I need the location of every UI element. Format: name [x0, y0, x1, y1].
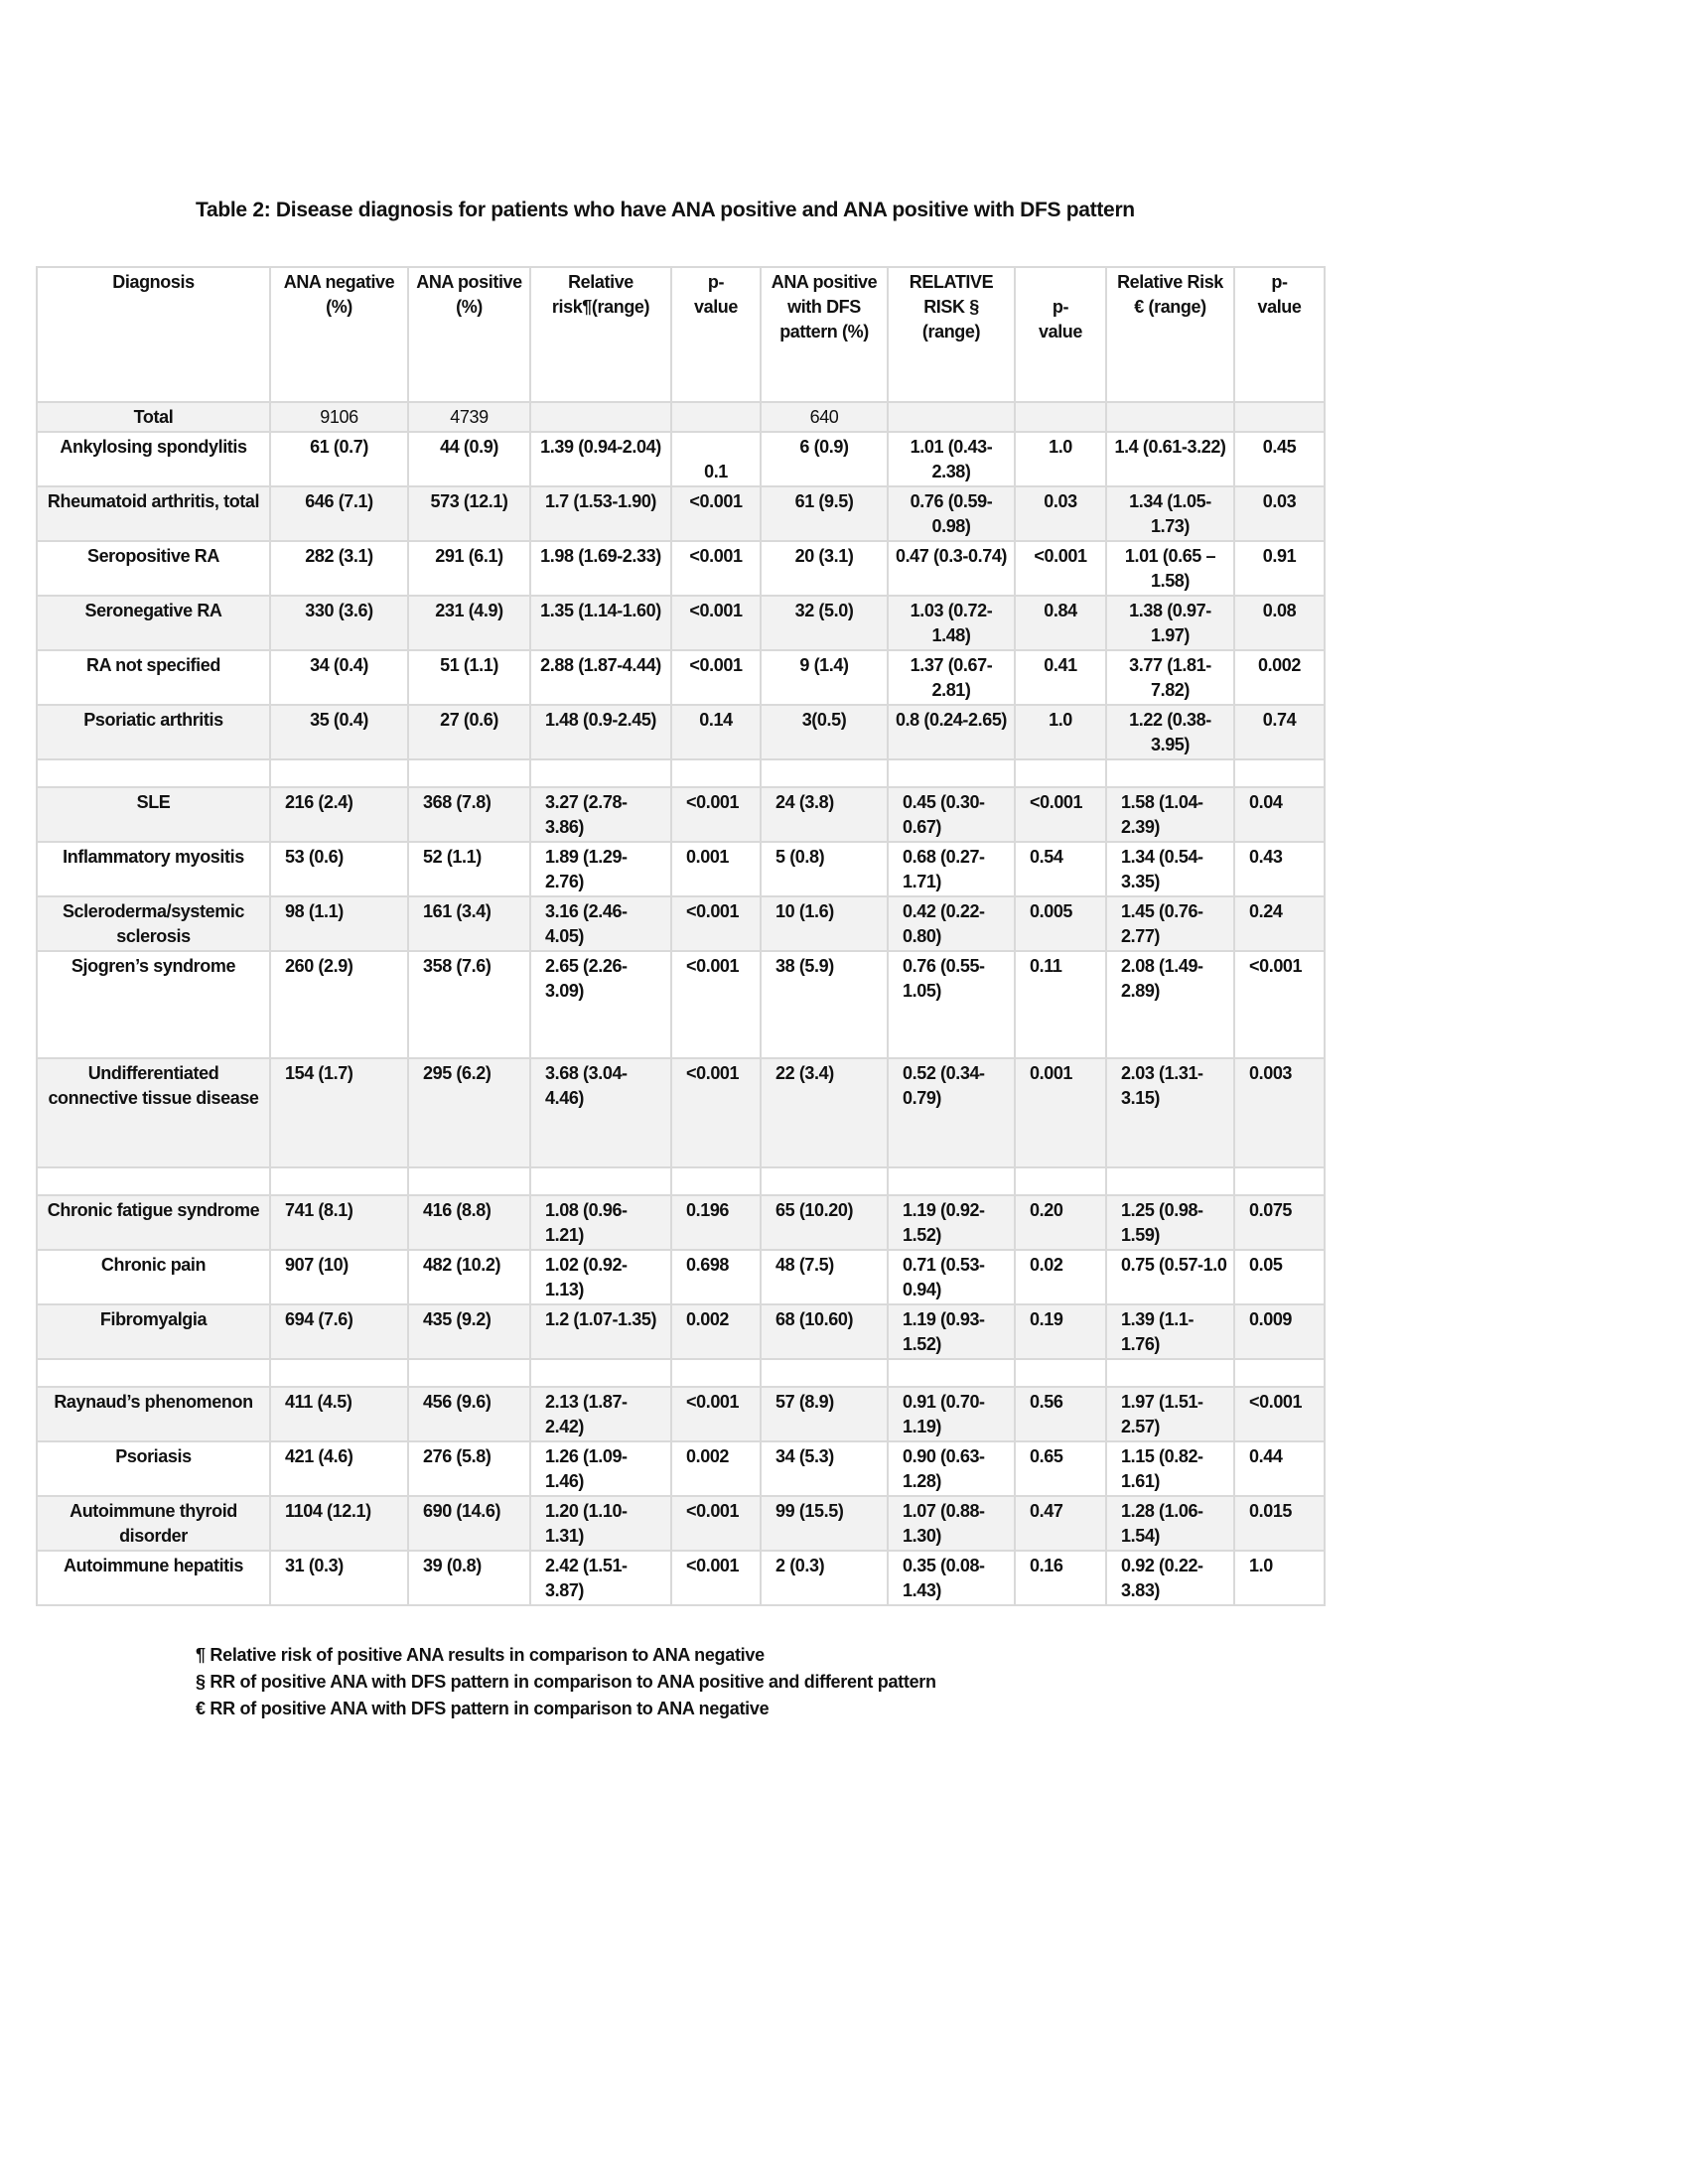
value-cell: 98 (1.1): [270, 896, 408, 951]
value-cell: 291 (6.1): [408, 541, 530, 596]
value-cell: 573 (12.1): [408, 486, 530, 541]
value-cell: 295 (6.2): [408, 1058, 530, 1167]
value-cell: 0.52 (0.34-0.79): [888, 1058, 1015, 1167]
value-cell: 1.4 (0.61-3.22): [1106, 432, 1234, 486]
value-cell: <0.001: [1234, 1387, 1325, 1441]
value-cell: <0.001: [671, 896, 761, 951]
value-cell: 48 (7.5): [761, 1250, 888, 1304]
value-cell: 0.8 (0.24-2.65): [888, 705, 1015, 759]
table-row: [37, 1441, 1325, 1496]
value-cell: 0.20: [1015, 1195, 1106, 1250]
value-cell: 3.68 (3.04-4.46): [530, 1058, 671, 1167]
column-header: ANA positive (%): [408, 267, 530, 402]
value-cell: 0.43: [1234, 842, 1325, 896]
value-cell: 35 (0.4): [270, 705, 408, 759]
diagnosis-cell: Rheumatoid arthritis, total: [37, 486, 270, 541]
value-cell: 260 (2.9): [270, 951, 408, 1058]
table-title: Table 2: Disease diagnosis for patients who have ANA positive and ANA positive with DFS pattern: [196, 199, 1135, 221]
value-cell: 99 (15.5): [761, 1496, 888, 1551]
table-row: [37, 896, 1325, 951]
value-cell: 2.65 (2.26-3.09): [530, 951, 671, 1058]
value-cell: 231 (4.9): [408, 596, 530, 650]
value-cell: 61 (0.7): [270, 432, 408, 486]
value-cell: 1.35 (1.14-1.60): [530, 596, 671, 650]
value-cell: 0.75 (0.57-1.0: [1106, 1250, 1234, 1304]
value-cell: 276 (5.8): [408, 1441, 530, 1496]
table-section: [36, 266, 1324, 1722]
value-cell: 282 (3.1): [270, 541, 408, 596]
value-cell: 1.01 (0.43-2.38): [888, 432, 1015, 486]
diagnosis-cell: Chronic pain: [37, 1250, 270, 1304]
value-cell: [1106, 1167, 1234, 1195]
value-cell: 1.38 (0.97-1.97): [1106, 596, 1234, 650]
value-cell: 0.54: [1015, 842, 1106, 896]
table-row: [37, 1387, 1325, 1441]
value-cell: [671, 1167, 761, 1195]
value-cell: 2.13 (1.87-2.42): [530, 1387, 671, 1441]
diagnosis-cell: Chronic fatigue syndrome: [37, 1195, 270, 1250]
table-row: [37, 541, 1325, 596]
value-cell: 1.7 (1.53-1.90): [530, 486, 671, 541]
table-row: [37, 1058, 1325, 1167]
table-row: [37, 787, 1325, 842]
value-cell: 61 (9.5): [761, 486, 888, 541]
diagnosis-cell: Autoimmune hepatitis: [37, 1551, 270, 1605]
value-cell: 1.58 (1.04-2.39): [1106, 787, 1234, 842]
value-cell: 1.48 (0.9-2.45): [530, 705, 671, 759]
value-cell: [270, 1167, 408, 1195]
column-header: p-value: [1015, 267, 1106, 402]
value-cell: 2 (0.3): [761, 1551, 888, 1605]
table-row: [37, 1250, 1325, 1304]
value-cell: [1106, 402, 1234, 432]
value-cell: [761, 1359, 888, 1387]
value-cell: <0.001: [671, 541, 761, 596]
value-cell: 1.89 (1.29-2.76): [530, 842, 671, 896]
value-cell: 27 (0.6): [408, 705, 530, 759]
table-row: [37, 705, 1325, 759]
value-cell: 24 (3.8): [761, 787, 888, 842]
value-cell: 1.28 (1.06-1.54): [1106, 1496, 1234, 1551]
value-cell: 1104 (12.1): [270, 1496, 408, 1551]
value-cell: [530, 402, 671, 432]
value-cell: [1234, 759, 1325, 787]
footnote-3: € RR of positive ANA with DFS pattern in comparison to ANA negative: [196, 1699, 770, 1718]
diagnosis-cell: Fibromyalgia: [37, 1304, 270, 1359]
value-cell: <0.001: [671, 1496, 761, 1551]
value-cell: [530, 1359, 671, 1387]
column-header: Relative risk¶(range): [530, 267, 671, 402]
value-cell: <0.001: [1234, 951, 1325, 1058]
value-cell: 0.44: [1234, 1441, 1325, 1496]
value-cell: 44 (0.9): [408, 432, 530, 486]
value-cell: 0.76 (0.55-1.05): [888, 951, 1015, 1058]
value-cell: 1.20 (1.10-1.31): [530, 1496, 671, 1551]
value-cell: 0.16: [1015, 1551, 1106, 1605]
value-cell: 1.39 (0.94-2.04): [530, 432, 671, 486]
value-cell: 646 (7.1): [270, 486, 408, 541]
diagnosis-cell: [37, 1167, 270, 1195]
value-cell: 0.001: [671, 842, 761, 896]
value-cell: 435 (9.2): [408, 1304, 530, 1359]
value-cell: 51 (1.1): [408, 650, 530, 705]
value-cell: 0.76 (0.59-0.98): [888, 486, 1015, 541]
value-cell: 1.97 (1.51-2.57): [1106, 1387, 1234, 1441]
value-cell: 34 (0.4): [270, 650, 408, 705]
value-cell: 0.698: [671, 1250, 761, 1304]
value-cell: 3.16 (2.46-4.05): [530, 896, 671, 951]
value-cell: 0.015: [1234, 1496, 1325, 1551]
value-cell: 22 (3.4): [761, 1058, 888, 1167]
value-cell: 0.68 (0.27-1.71): [888, 842, 1015, 896]
value-cell: <0.001: [671, 596, 761, 650]
value-cell: 57 (8.9): [761, 1387, 888, 1441]
value-cell: 3.77 (1.81-7.82): [1106, 650, 1234, 705]
value-cell: [888, 1167, 1015, 1195]
total-row: [37, 402, 1325, 432]
value-cell: 482 (10.2): [408, 1250, 530, 1304]
spacer-row: [37, 1167, 1325, 1195]
value-cell: 421 (4.6): [270, 1441, 408, 1496]
table-row: [37, 951, 1325, 1058]
value-cell: 0.14: [671, 705, 761, 759]
value-cell: [761, 1167, 888, 1195]
value-cell: <0.001: [1015, 541, 1106, 596]
value-cell: 3.27 (2.78-3.86): [530, 787, 671, 842]
value-cell: 0.03: [1015, 486, 1106, 541]
diagnosis-cell: Scleroderma/systemic sclerosis: [37, 896, 270, 951]
column-header: RELATIVE RISK § (range): [888, 267, 1015, 402]
table-row: [37, 432, 1325, 486]
value-cell: 330 (3.6): [270, 596, 408, 650]
value-cell: 0.47: [1015, 1496, 1106, 1551]
value-cell: 9106: [270, 402, 408, 432]
value-cell: [888, 759, 1015, 787]
value-cell: 52 (1.1): [408, 842, 530, 896]
value-cell: [1106, 759, 1234, 787]
value-cell: 68 (10.60): [761, 1304, 888, 1359]
diagnosis-cell: Undifferentiated connective tissue disease: [37, 1058, 270, 1167]
value-cell: 456 (9.6): [408, 1387, 530, 1441]
value-cell: [530, 1167, 671, 1195]
value-cell: 1.19 (0.93-1.52): [888, 1304, 1015, 1359]
column-header: ANA negative (%): [270, 267, 408, 402]
value-cell: 0.47 (0.3-0.74): [888, 541, 1015, 596]
value-cell: 0.74: [1234, 705, 1325, 759]
value-cell: 6 (0.9): [761, 432, 888, 486]
table-row: [37, 486, 1325, 541]
value-cell: 0.009: [1234, 1304, 1325, 1359]
value-cell: 741 (8.1): [270, 1195, 408, 1250]
value-cell: 0.92 (0.22-3.83): [1106, 1551, 1234, 1605]
table-row: [37, 1551, 1325, 1605]
value-cell: <0.001: [1015, 787, 1106, 842]
value-cell: 0.05: [1234, 1250, 1325, 1304]
value-cell: 358 (7.6): [408, 951, 530, 1058]
value-cell: [1015, 1167, 1106, 1195]
value-cell: 0.19: [1015, 1304, 1106, 1359]
value-cell: 216 (2.4): [270, 787, 408, 842]
diagnosis-cell: Inflammatory myositis: [37, 842, 270, 896]
value-cell: 0.002: [671, 1441, 761, 1496]
value-cell: 1.34 (0.54-3.35): [1106, 842, 1234, 896]
value-cell: 0.001: [1015, 1058, 1106, 1167]
footnotes: [196, 1642, 1324, 1722]
diagnosis-cell: Raynaud’s phenomenon: [37, 1387, 270, 1441]
value-cell: 0.45: [1234, 432, 1325, 486]
value-cell: 0.03: [1234, 486, 1325, 541]
column-header: ANA positive with DFS pattern (%): [761, 267, 888, 402]
diagnosis-cell: SLE: [37, 787, 270, 842]
value-cell: 411 (4.5): [270, 1387, 408, 1441]
value-cell: 3(0.5): [761, 705, 888, 759]
value-cell: 1.39 (1.1-1.76): [1106, 1304, 1234, 1359]
value-cell: 2.42 (1.51-3.87): [530, 1551, 671, 1605]
value-cell: [408, 759, 530, 787]
value-cell: [530, 759, 671, 787]
value-cell: <0.001: [671, 1387, 761, 1441]
value-cell: 0.08: [1234, 596, 1325, 650]
value-cell: 1.02 (0.92-1.13): [530, 1250, 671, 1304]
value-cell: 0.24: [1234, 896, 1325, 951]
table-row: [37, 1496, 1325, 1551]
value-cell: 0.56: [1015, 1387, 1106, 1441]
value-cell: <0.001: [671, 486, 761, 541]
value-cell: <0.001: [671, 650, 761, 705]
value-cell: 1.2 (1.07-1.35): [530, 1304, 671, 1359]
value-cell: 0.196: [671, 1195, 761, 1250]
diagnosis-cell: Psoriasis: [37, 1441, 270, 1496]
value-cell: <0.001: [671, 1551, 761, 1605]
value-cell: 1.19 (0.92-1.52): [888, 1195, 1015, 1250]
value-cell: 5 (0.8): [761, 842, 888, 896]
value-cell: [888, 402, 1015, 432]
value-cell: [1234, 1167, 1325, 1195]
header-row: [37, 267, 1325, 402]
value-cell: 0.005: [1015, 896, 1106, 951]
diagnosis-cell: Sjogren’s syndrome: [37, 951, 270, 1058]
value-cell: 907 (10): [270, 1250, 408, 1304]
diagnosis-cell: Seropositive RA: [37, 541, 270, 596]
value-cell: <0.001: [671, 787, 761, 842]
value-cell: 39 (0.8): [408, 1551, 530, 1605]
value-cell: [888, 1359, 1015, 1387]
value-cell: 1.03 (0.72-1.48): [888, 596, 1015, 650]
column-header: Relative Risk € (range): [1106, 267, 1234, 402]
value-cell: [408, 1167, 530, 1195]
value-cell: 0.002: [1234, 650, 1325, 705]
value-cell: 690 (14.6): [408, 1496, 530, 1551]
value-cell: [270, 759, 408, 787]
value-cell: 640: [761, 402, 888, 432]
value-cell: 0.35 (0.08-1.43): [888, 1551, 1015, 1605]
value-cell: 1.37 (0.67-2.81): [888, 650, 1015, 705]
value-cell: 1.0: [1015, 705, 1106, 759]
value-cell: 416 (8.8): [408, 1195, 530, 1250]
value-cell: 0.65: [1015, 1441, 1106, 1496]
value-cell: 0.1: [671, 432, 761, 486]
value-cell: [671, 402, 761, 432]
table-row: [37, 842, 1325, 896]
value-cell: [1106, 1359, 1234, 1387]
value-cell: 2.03 (1.31-3.15): [1106, 1058, 1234, 1167]
column-header: Diagnosis: [37, 267, 270, 402]
value-cell: 0.45 (0.30-0.67): [888, 787, 1015, 842]
column-header: p-value: [1234, 267, 1325, 402]
value-cell: 694 (7.6): [270, 1304, 408, 1359]
table-row: [37, 650, 1325, 705]
diagnosis-cell: RA not specified: [37, 650, 270, 705]
value-cell: 1.15 (0.82-1.61): [1106, 1441, 1234, 1496]
value-cell: 0.84: [1015, 596, 1106, 650]
value-cell: 0.02: [1015, 1250, 1106, 1304]
value-cell: 154 (1.7): [270, 1058, 408, 1167]
value-cell: <0.001: [671, 1058, 761, 1167]
value-cell: [1234, 1359, 1325, 1387]
table-row: [37, 1195, 1325, 1250]
value-cell: 2.08 (1.49-2.89): [1106, 951, 1234, 1058]
value-cell: [408, 1359, 530, 1387]
value-cell: 0.91: [1234, 541, 1325, 596]
value-cell: [761, 759, 888, 787]
value-cell: 4739: [408, 402, 530, 432]
table-row: [37, 596, 1325, 650]
diagnosis-cell: Psoriatic arthritis: [37, 705, 270, 759]
value-cell: 2.88 (1.87-4.44): [530, 650, 671, 705]
value-cell: 0.41: [1015, 650, 1106, 705]
value-cell: [1234, 402, 1325, 432]
value-cell: 0.71 (0.53-0.94): [888, 1250, 1015, 1304]
value-cell: 0.002: [671, 1304, 761, 1359]
value-cell: 0.003: [1234, 1058, 1325, 1167]
diagnosis-table: [36, 266, 1326, 1606]
value-cell: 1.98 (1.69-2.33): [530, 541, 671, 596]
value-cell: 1.22 (0.38-3.95): [1106, 705, 1234, 759]
value-cell: 1.07 (0.88-1.30): [888, 1496, 1015, 1551]
value-cell: [1015, 1359, 1106, 1387]
value-cell: 1.34 (1.05-1.73): [1106, 486, 1234, 541]
value-cell: 0.91 (0.70-1.19): [888, 1387, 1015, 1441]
value-cell: 1.0: [1234, 1551, 1325, 1605]
value-cell: 34 (5.3): [761, 1441, 888, 1496]
value-cell: [270, 1359, 408, 1387]
footnote-2: § RR of positive ANA with DFS pattern in comparison to ANA positive and different pattern: [196, 1672, 936, 1692]
diagnosis-cell: [37, 1359, 270, 1387]
value-cell: 161 (3.4): [408, 896, 530, 951]
value-cell: 368 (7.8): [408, 787, 530, 842]
value-cell: 65 (10.20): [761, 1195, 888, 1250]
spacer-row: [37, 759, 1325, 787]
value-cell: 1.01 (0.65 – 1.58): [1106, 541, 1234, 596]
value-cell: 1.25 (0.98-1.59): [1106, 1195, 1234, 1250]
diagnosis-cell: Ankylosing spondylitis: [37, 432, 270, 486]
diagnosis-cell: Total: [37, 402, 270, 432]
value-cell: 53 (0.6): [270, 842, 408, 896]
table-row: [37, 1304, 1325, 1359]
value-cell: 1.0: [1015, 432, 1106, 486]
value-cell: 10 (1.6): [761, 896, 888, 951]
value-cell: 20 (3.1): [761, 541, 888, 596]
diagnosis-cell: Seronegative RA: [37, 596, 270, 650]
value-cell: 0.42 (0.22-0.80): [888, 896, 1015, 951]
value-cell: 1.26 (1.09-1.46): [530, 1441, 671, 1496]
value-cell: 0.04: [1234, 787, 1325, 842]
value-cell: 1.45 (0.76-2.77): [1106, 896, 1234, 951]
value-cell: [1015, 759, 1106, 787]
value-cell: 32 (5.0): [761, 596, 888, 650]
value-cell: 0.075: [1234, 1195, 1325, 1250]
footnote-1: ¶ Relative risk of positive ANA results in comparison to ANA negative: [196, 1645, 765, 1665]
diagnosis-cell: Autoimmune thyroid disorder: [37, 1496, 270, 1551]
value-cell: 0.11: [1015, 951, 1106, 1058]
column-header: p-value: [671, 267, 761, 402]
value-cell: [671, 759, 761, 787]
value-cell: 0.90 (0.63-1.28): [888, 1441, 1015, 1496]
value-cell: [1015, 402, 1106, 432]
value-cell: 38 (5.9): [761, 951, 888, 1058]
value-cell: [671, 1359, 761, 1387]
value-cell: <0.001: [671, 951, 761, 1058]
diagnosis-cell: [37, 759, 270, 787]
value-cell: 1.08 (0.96-1.21): [530, 1195, 671, 1250]
spacer-row: [37, 1359, 1325, 1387]
value-cell: 31 (0.3): [270, 1551, 408, 1605]
value-cell: 9 (1.4): [761, 650, 888, 705]
